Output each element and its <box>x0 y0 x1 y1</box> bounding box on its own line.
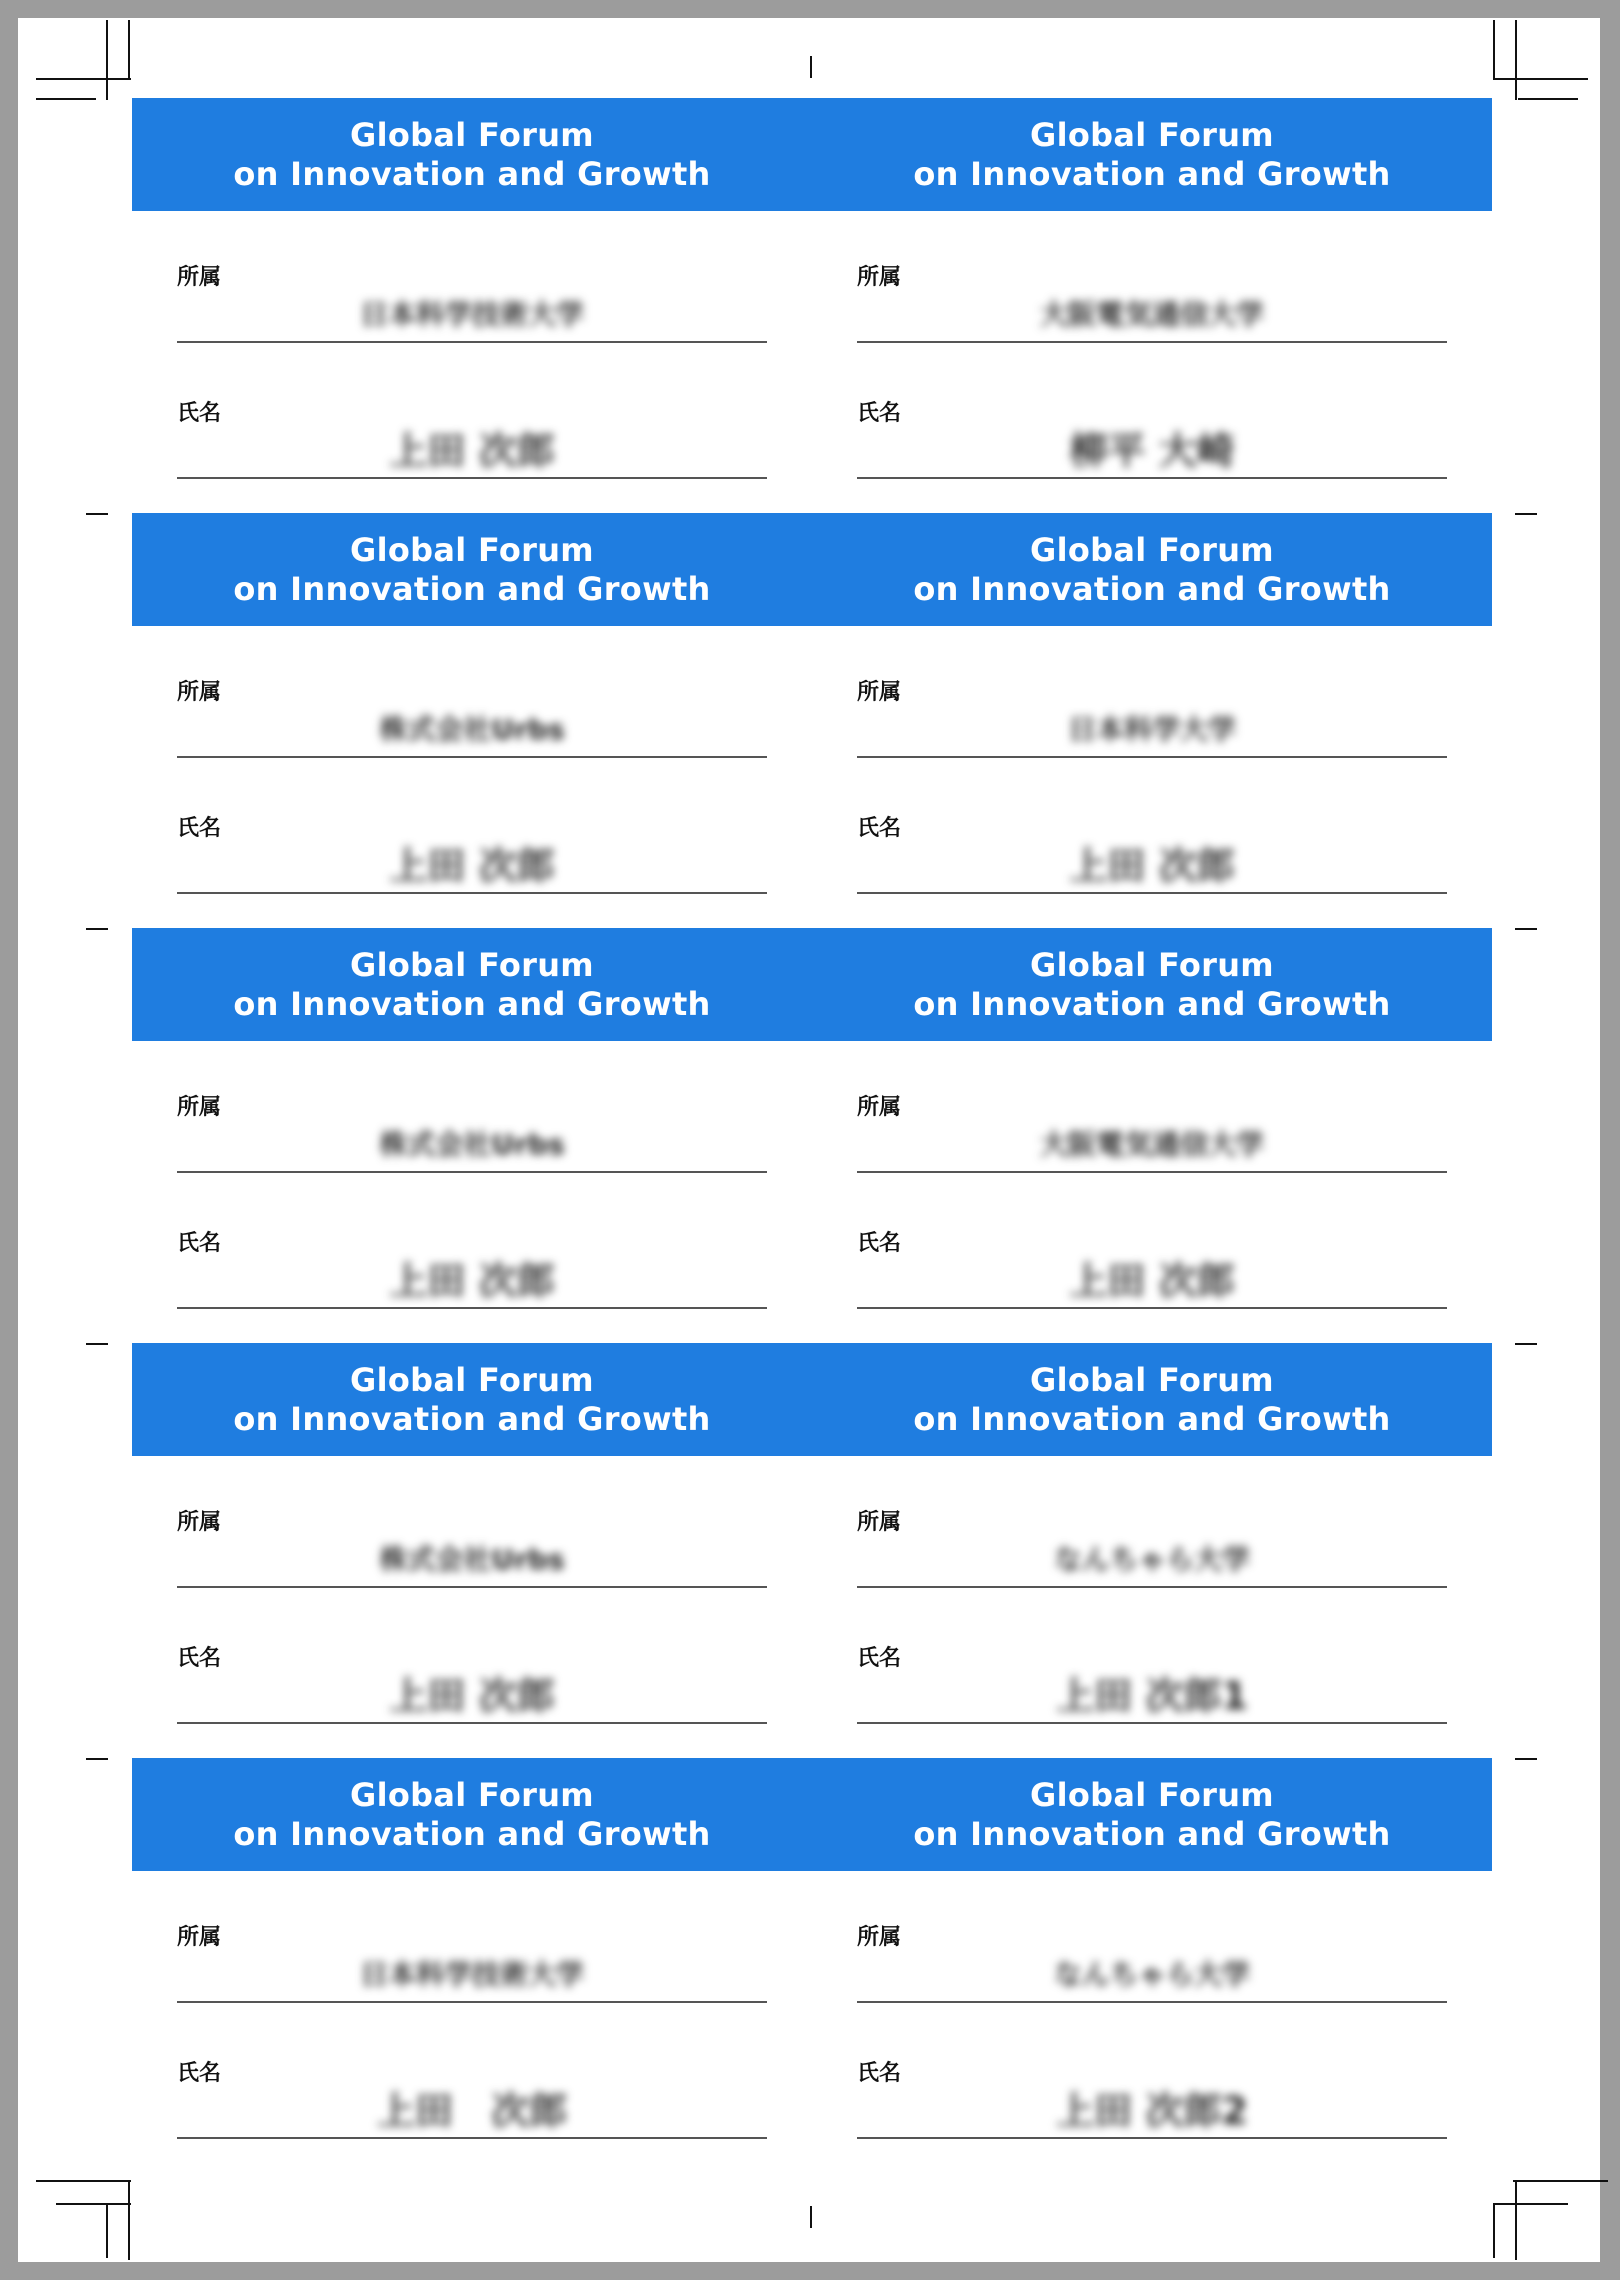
event-title-line2: on Innovation and Growth <box>913 984 1391 1023</box>
event-title-line1: Global Forum <box>350 945 594 984</box>
name-value: 上田 次郎 <box>389 1674 555 1718</box>
crop-mark-bl-v2 <box>106 2203 108 2258</box>
name-label: 氏名 <box>857 1231 902 1256</box>
name-card-sheet <box>132 98 1492 2173</box>
row-mark-left-3 <box>86 1758 108 1760</box>
affiliation-underline <box>857 2001 1447 2003</box>
name-card <box>812 513 1492 928</box>
name-underline <box>177 1722 767 1724</box>
row-mark-left-1 <box>86 928 108 930</box>
name-underline <box>857 1722 1447 1724</box>
card-header <box>812 1758 1492 1871</box>
row-mark-right-2 <box>1515 1343 1537 1345</box>
affiliation-label: 所属 <box>177 680 222 705</box>
affiliation-underline <box>177 1171 767 1173</box>
event-title-line1: Global Forum <box>1030 945 1274 984</box>
affiliation-value: 日本科学技術大学 <box>359 298 584 331</box>
name-value: 上田 次郎 <box>389 1259 555 1303</box>
affiliation-value: 日本科学大学 <box>1067 713 1236 746</box>
name-label: 氏名 <box>857 2061 902 2086</box>
crop-mark-tl-h2 <box>36 98 96 100</box>
name-card <box>132 928 812 1343</box>
name-label: 氏名 <box>177 1646 222 1671</box>
name-underline <box>177 892 767 894</box>
name-label: 氏名 <box>177 816 222 841</box>
affiliation-underline <box>857 1171 1447 1173</box>
card-header <box>812 1343 1492 1456</box>
event-title-line1: Global Forum <box>1030 1775 1274 1814</box>
name-card <box>132 98 812 513</box>
card-header <box>812 513 1492 626</box>
name-underline <box>177 2137 767 2139</box>
name-value: 上田 次郎 <box>1069 844 1235 888</box>
event-title-line2: on Innovation and Growth <box>913 1814 1391 1853</box>
row-mark-left-0 <box>86 513 108 515</box>
affiliation-value: 大阪電気通信大学 <box>1039 298 1264 331</box>
event-title-line2: on Innovation and Growth <box>233 1814 711 1853</box>
crop-mark-tr-h2 <box>1518 98 1578 100</box>
crop-mark-bl-h2 <box>56 2203 131 2205</box>
event-title-line2: on Innovation and Growth <box>913 569 1391 608</box>
affiliation-underline <box>857 1586 1447 1588</box>
affiliation-label: 所属 <box>857 1095 902 1120</box>
name-card <box>812 928 1492 1343</box>
card-header <box>812 98 1492 211</box>
event-title-line1: Global Forum <box>350 1360 594 1399</box>
crop-mark-br-h <box>1513 2180 1608 2182</box>
event-title-line2: on Innovation and Growth <box>233 1399 711 1438</box>
crop-mark-bl-h <box>36 2180 131 2182</box>
name-value: 上田 次郎 <box>389 844 555 888</box>
affiliation-label: 所属 <box>177 1925 222 1950</box>
name-label: 氏名 <box>177 2061 222 2086</box>
affiliation-label: 所属 <box>857 1510 902 1535</box>
affiliation-value: 株式会社Urbs <box>379 1128 565 1161</box>
card-header <box>132 928 812 1041</box>
crop-mark-br-v2 <box>1493 2203 1495 2258</box>
event-title-line1: Global Forum <box>1030 1360 1274 1399</box>
affiliation-label: 所属 <box>857 1925 902 1950</box>
name-underline <box>177 477 767 479</box>
row-mark-right-0 <box>1515 513 1537 515</box>
card-header <box>132 513 812 626</box>
name-card <box>812 1758 1492 2173</box>
name-label: 氏名 <box>177 1231 222 1256</box>
affiliation-value: 大阪電気通信大学 <box>1039 1128 1264 1161</box>
crop-mark-br-h2 <box>1493 2203 1568 2205</box>
affiliation-value: 株式会社Urbs <box>379 713 565 746</box>
name-label: 氏名 <box>857 816 902 841</box>
affiliation-label: 所属 <box>177 1095 222 1120</box>
name-card <box>812 98 1492 513</box>
name-underline <box>857 2137 1447 2139</box>
event-title-line1: Global Forum <box>1030 530 1274 569</box>
crop-mark-tr-h <box>1493 78 1588 80</box>
affiliation-value: なんちゃら大学 <box>1053 1543 1250 1576</box>
event-title-line1: Global Forum <box>1030 115 1274 154</box>
name-label: 氏名 <box>857 1646 902 1671</box>
affiliation-label: 所属 <box>177 265 222 290</box>
name-underline <box>857 477 1447 479</box>
name-value: 上田 次郎 <box>376 2089 567 2133</box>
name-value: 上田 次郎1 <box>1056 1674 1248 1718</box>
name-card <box>812 1343 1492 1758</box>
event-title-line1: Global Forum <box>350 530 594 569</box>
crop-mark-tl-v <box>128 20 130 80</box>
name-value: 柳平 大崎 <box>1069 429 1235 473</box>
center-mark-top <box>810 56 812 78</box>
affiliation-underline <box>177 1586 767 1588</box>
card-header <box>812 928 1492 1041</box>
center-mark-bottom <box>810 2206 812 2228</box>
row-mark-left-2 <box>86 1343 108 1345</box>
affiliation-value: 日本科学技術大学 <box>359 1958 584 1991</box>
affiliation-label: 所属 <box>857 680 902 705</box>
name-underline <box>857 892 1447 894</box>
crop-mark-bl-v <box>128 2180 130 2260</box>
name-label: 氏名 <box>177 401 222 426</box>
crop-mark-tl-v2 <box>106 20 108 100</box>
event-title-line2: on Innovation and Growth <box>233 569 711 608</box>
event-title-line2: on Innovation and Growth <box>913 154 1391 193</box>
event-title-line2: on Innovation and Growth <box>233 154 711 193</box>
name-value: 上田 次郎 <box>1069 1259 1235 1303</box>
row-mark-right-1 <box>1515 928 1537 930</box>
name-card <box>132 1343 812 1758</box>
affiliation-label: 所属 <box>177 1510 222 1535</box>
crop-mark-tr-v2 <box>1515 20 1517 100</box>
affiliation-underline <box>177 341 767 343</box>
card-header <box>132 1758 812 1871</box>
name-card <box>132 513 812 928</box>
name-value: 上田 次郎2 <box>1056 2089 1248 2133</box>
affiliation-underline <box>177 756 767 758</box>
affiliation-label: 所属 <box>857 265 902 290</box>
affiliation-underline <box>857 341 1447 343</box>
affiliation-value: 株式会社Urbs <box>379 1543 565 1576</box>
event-title-line1: Global Forum <box>350 1775 594 1814</box>
print-page <box>18 18 1600 2262</box>
affiliation-underline <box>857 756 1447 758</box>
name-value: 上田 次郎 <box>389 429 555 473</box>
crop-mark-tl-h <box>36 78 131 80</box>
event-title-line1: Global Forum <box>350 115 594 154</box>
name-card <box>132 1758 812 2173</box>
crop-mark-tr-v <box>1493 20 1495 80</box>
affiliation-value: なんちゃら大学 <box>1053 1958 1250 1991</box>
crop-mark-br-v <box>1515 2180 1517 2260</box>
affiliation-underline <box>177 2001 767 2003</box>
name-underline <box>177 1307 767 1309</box>
row-mark-right-3 <box>1515 1758 1537 1760</box>
card-header <box>132 98 812 211</box>
name-underline <box>857 1307 1447 1309</box>
event-title-line2: on Innovation and Growth <box>913 1399 1391 1438</box>
event-title-line2: on Innovation and Growth <box>233 984 711 1023</box>
card-header <box>132 1343 812 1456</box>
name-label: 氏名 <box>857 401 902 426</box>
